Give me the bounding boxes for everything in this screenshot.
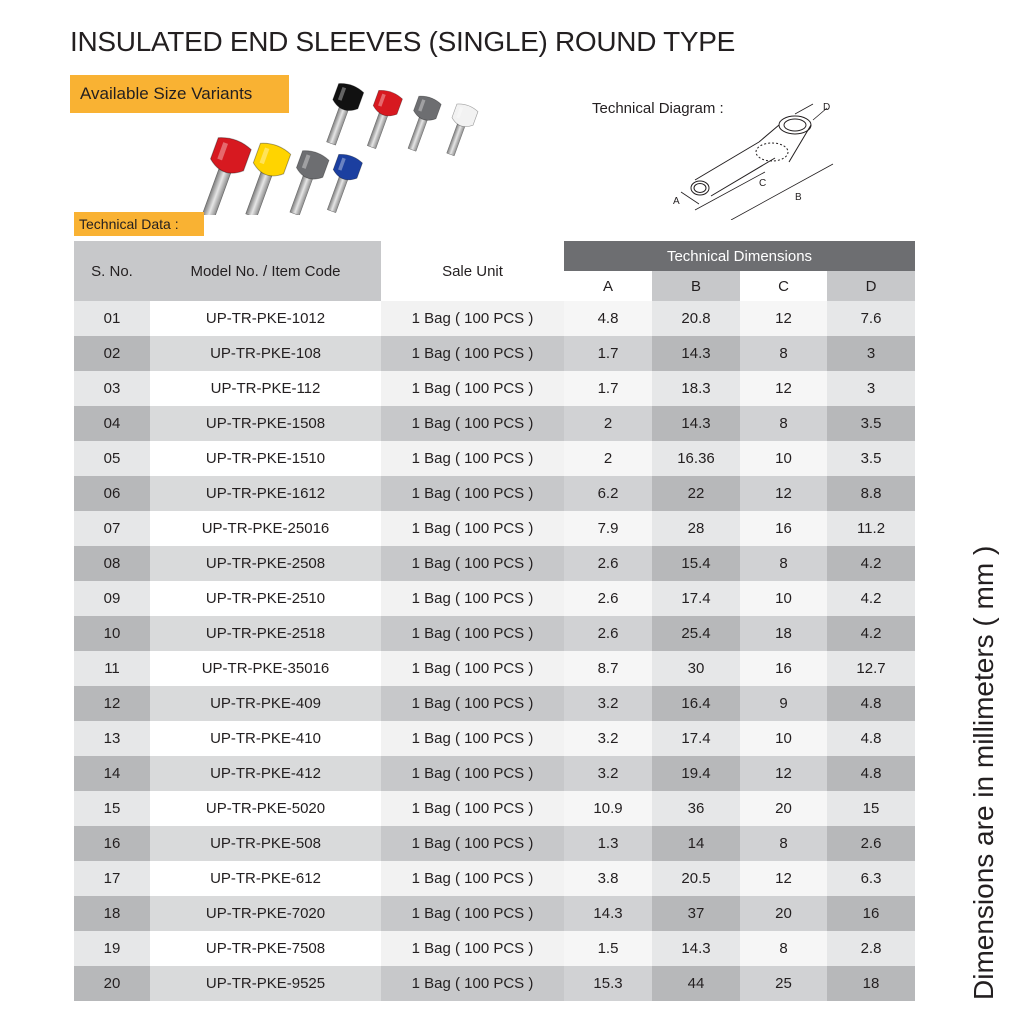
cell-b: 19.4 bbox=[652, 756, 740, 791]
table-row bbox=[74, 511, 915, 546]
cell-sale-unit: 1 Bag ( 100 PCS ) bbox=[381, 476, 564, 511]
cell-sale-unit: 1 Bag ( 100 PCS ) bbox=[381, 581, 564, 616]
cell-sale-unit: 1 Bag ( 100 PCS ) bbox=[381, 931, 564, 966]
cell-sno: 06 bbox=[74, 476, 150, 511]
cell-sno: 02 bbox=[74, 336, 150, 371]
cell-d: 3.5 bbox=[827, 406, 915, 441]
col-header-technical-dimensions: Technical Dimensions bbox=[564, 241, 915, 271]
cell-d: 3 bbox=[827, 371, 915, 406]
product-photo-sleeves bbox=[200, 75, 500, 215]
sleeve-image bbox=[401, 94, 442, 154]
cell-b: 22 bbox=[652, 476, 740, 511]
cell-model: UP-TR-PKE-108 bbox=[150, 336, 381, 371]
cell-b: 20.5 bbox=[652, 861, 740, 896]
cell-b: 16.4 bbox=[652, 686, 740, 721]
cell-b: 14 bbox=[652, 826, 740, 861]
cell-c: 10 bbox=[740, 441, 827, 476]
cell-model: UP-TR-PKE-1012 bbox=[150, 301, 381, 336]
cell-model: UP-TR-PKE-25016 bbox=[150, 511, 381, 546]
cell-sale-unit: 1 Bag ( 100 PCS ) bbox=[381, 546, 564, 581]
cell-model: UP-TR-PKE-612 bbox=[150, 861, 381, 896]
cell-d: 2.8 bbox=[827, 931, 915, 966]
cell-model: UP-TR-PKE-2508 bbox=[150, 546, 381, 581]
cell-c: 18 bbox=[740, 616, 827, 651]
cell-c: 16 bbox=[740, 651, 827, 686]
cell-sno: 09 bbox=[74, 581, 150, 616]
cell-sale-unit: 1 Bag ( 100 PCS ) bbox=[381, 511, 564, 546]
cell-model: UP-TR-PKE-1612 bbox=[150, 476, 381, 511]
cell-c: 20 bbox=[740, 896, 827, 931]
table-row bbox=[74, 861, 915, 896]
cell-sno: 20 bbox=[74, 966, 150, 1001]
technical-data-table bbox=[74, 241, 915, 1001]
cell-model: UP-TR-PKE-7508 bbox=[150, 931, 381, 966]
cell-a: 10.9 bbox=[564, 791, 652, 826]
table-row bbox=[74, 406, 915, 441]
technical-diagram bbox=[655, 100, 885, 220]
cell-model: UP-TR-PKE-1508 bbox=[150, 406, 381, 441]
cell-a: 15.3 bbox=[564, 966, 652, 1001]
table-row bbox=[74, 476, 915, 511]
cell-model: UP-TR-PKE-112 bbox=[150, 371, 381, 406]
table-row bbox=[74, 301, 915, 336]
table-row bbox=[74, 826, 915, 861]
table-row bbox=[74, 721, 915, 756]
cell-d: 7.6 bbox=[827, 301, 915, 336]
table-row bbox=[74, 336, 915, 371]
cell-b: 44 bbox=[652, 966, 740, 1001]
cell-model: UP-TR-PKE-7020 bbox=[150, 896, 381, 931]
cell-a: 2 bbox=[564, 441, 652, 476]
cell-sno: 14 bbox=[74, 756, 150, 791]
cell-d: 4.2 bbox=[827, 616, 915, 651]
cell-model: UP-TR-PKE-35016 bbox=[150, 651, 381, 686]
table-row bbox=[74, 546, 915, 581]
cell-sale-unit: 1 Bag ( 100 PCS ) bbox=[381, 406, 564, 441]
cell-model: UP-TR-PKE-410 bbox=[150, 721, 381, 756]
technical-diagram-label: Technical Diagram : bbox=[592, 100, 724, 117]
cell-d: 4.8 bbox=[827, 721, 915, 756]
cell-a: 3.2 bbox=[564, 686, 652, 721]
cell-b: 18.3 bbox=[652, 371, 740, 406]
cell-a: 2 bbox=[564, 406, 652, 441]
cell-c: 16 bbox=[740, 511, 827, 546]
cell-d: 4.2 bbox=[827, 581, 915, 616]
cell-sno: 11 bbox=[74, 651, 150, 686]
cell-sno: 05 bbox=[74, 441, 150, 476]
cell-c: 12 bbox=[740, 301, 827, 336]
cell-a: 1.7 bbox=[564, 336, 652, 371]
cell-sno: 04 bbox=[74, 406, 150, 441]
cell-sale-unit: 1 Bag ( 100 PCS ) bbox=[381, 651, 564, 686]
cell-b: 25.4 bbox=[652, 616, 740, 651]
col-header-c: C bbox=[740, 271, 827, 301]
cell-a: 3.2 bbox=[564, 721, 652, 756]
cell-a: 2.6 bbox=[564, 546, 652, 581]
table-row bbox=[74, 896, 915, 931]
sleeve-image bbox=[200, 134, 252, 215]
cell-sale-unit: 1 Bag ( 100 PCS ) bbox=[381, 826, 564, 861]
col-header-d: D bbox=[827, 271, 915, 301]
cell-model: UP-TR-PKE-508 bbox=[150, 826, 381, 861]
cell-sale-unit: 1 Bag ( 100 PCS ) bbox=[381, 686, 564, 721]
cell-a: 14.3 bbox=[564, 896, 652, 931]
cell-sale-unit: 1 Bag ( 100 PCS ) bbox=[381, 721, 564, 756]
table-row bbox=[74, 931, 915, 966]
cell-model: UP-TR-PKE-2518 bbox=[150, 616, 381, 651]
cell-d: 4.2 bbox=[827, 546, 915, 581]
sleeve-image bbox=[360, 88, 404, 152]
table-row bbox=[74, 581, 915, 616]
cell-sno: 16 bbox=[74, 826, 150, 861]
cell-d: 3.5 bbox=[827, 441, 915, 476]
cell-model: UP-TR-PKE-412 bbox=[150, 756, 381, 791]
dimensions-unit-note: Dimensions are in millimeters ( mm ) bbox=[968, 545, 999, 1000]
cell-sale-unit: 1 Bag ( 100 PCS ) bbox=[381, 441, 564, 476]
cell-d: 18 bbox=[827, 966, 915, 1001]
cell-d: 16 bbox=[827, 896, 915, 931]
dim-label-c: C bbox=[759, 178, 767, 189]
page-title: INSULATED END SLEEVES (SINGLE) ROUND TYPE bbox=[70, 26, 736, 57]
cell-b: 17.4 bbox=[652, 721, 740, 756]
cell-d: 12.7 bbox=[827, 651, 915, 686]
table-row bbox=[74, 616, 915, 651]
cell-c: 8 bbox=[740, 826, 827, 861]
cell-sale-unit: 1 Bag ( 100 PCS ) bbox=[381, 966, 564, 1001]
available-size-variants-badge: Available Size Variants bbox=[70, 75, 289, 113]
cell-model: UP-TR-PKE-409 bbox=[150, 686, 381, 721]
table-row bbox=[74, 686, 915, 721]
cell-c: 8 bbox=[740, 336, 827, 371]
cell-a: 3.2 bbox=[564, 756, 652, 791]
dim-label-d: D bbox=[823, 102, 831, 113]
cell-c: 10 bbox=[740, 721, 827, 756]
technical-data-badge: Technical Data : bbox=[74, 212, 204, 236]
cell-sale-unit: 1 Bag ( 100 PCS ) bbox=[381, 791, 564, 826]
sleeve-image bbox=[440, 102, 479, 159]
table-row bbox=[74, 791, 915, 826]
cell-a: 1.7 bbox=[564, 371, 652, 406]
cell-sno: 15 bbox=[74, 791, 150, 826]
cell-model: UP-TR-PKE-2510 bbox=[150, 581, 381, 616]
col-header-sno: S. No. bbox=[74, 241, 150, 301]
cell-b: 16.36 bbox=[652, 441, 740, 476]
cell-c: 8 bbox=[740, 546, 827, 581]
cell-a: 8.7 bbox=[564, 651, 652, 686]
cell-sno: 08 bbox=[74, 546, 150, 581]
col-header-a: A bbox=[564, 271, 652, 301]
cell-sno: 07 bbox=[74, 511, 150, 546]
cell-d: 8.8 bbox=[827, 476, 915, 511]
cell-c: 12 bbox=[740, 861, 827, 896]
table-row bbox=[74, 441, 915, 476]
cell-b: 30 bbox=[652, 651, 740, 686]
cell-d: 15 bbox=[827, 791, 915, 826]
cell-a: 2.6 bbox=[564, 616, 652, 651]
sleeve-image bbox=[319, 81, 365, 148]
dim-label-b: B bbox=[795, 192, 802, 203]
cell-a: 1.3 bbox=[564, 826, 652, 861]
cell-sno: 03 bbox=[74, 371, 150, 406]
cell-b: 17.4 bbox=[652, 581, 740, 616]
cell-b: 37 bbox=[652, 896, 740, 931]
cell-a: 3.8 bbox=[564, 861, 652, 896]
cell-d: 3 bbox=[827, 336, 915, 371]
cell-c: 25 bbox=[740, 966, 827, 1001]
cell-sale-unit: 1 Bag ( 100 PCS ) bbox=[381, 861, 564, 896]
cell-a: 1.5 bbox=[564, 931, 652, 966]
cell-sno: 13 bbox=[74, 721, 150, 756]
cell-b: 14.3 bbox=[652, 406, 740, 441]
cell-sno: 19 bbox=[74, 931, 150, 966]
cell-c: 8 bbox=[740, 406, 827, 441]
cell-c: 10 bbox=[740, 581, 827, 616]
cell-sale-unit: 1 Bag ( 100 PCS ) bbox=[381, 896, 564, 931]
cell-d: 11.2 bbox=[827, 511, 915, 546]
cell-sale-unit: 1 Bag ( 100 PCS ) bbox=[381, 301, 564, 336]
cell-d: 4.8 bbox=[827, 686, 915, 721]
cell-b: 15.4 bbox=[652, 546, 740, 581]
cell-a: 7.9 bbox=[564, 511, 652, 546]
dim-label-a: A bbox=[673, 196, 680, 207]
table-row bbox=[74, 651, 915, 686]
col-header-sale-unit: Sale Unit bbox=[381, 241, 564, 301]
cell-c: 20 bbox=[740, 791, 827, 826]
cell-b: 14.3 bbox=[652, 336, 740, 371]
cell-c: 8 bbox=[740, 931, 827, 966]
cell-c: 12 bbox=[740, 476, 827, 511]
cell-d: 4.8 bbox=[827, 756, 915, 791]
cell-c: 9 bbox=[740, 686, 827, 721]
cell-b: 14.3 bbox=[652, 931, 740, 966]
cell-d: 6.3 bbox=[827, 861, 915, 896]
cell-sno: 01 bbox=[74, 301, 150, 336]
cell-sale-unit: 1 Bag ( 100 PCS ) bbox=[381, 371, 564, 406]
cell-d: 2.6 bbox=[827, 826, 915, 861]
cell-b: 28 bbox=[652, 511, 740, 546]
cell-a: 6.2 bbox=[564, 476, 652, 511]
cell-sno: 10 bbox=[74, 616, 150, 651]
table-row bbox=[74, 966, 915, 1001]
table-row bbox=[74, 371, 915, 406]
cell-a: 2.6 bbox=[564, 581, 652, 616]
cell-a: 4.8 bbox=[564, 301, 652, 336]
table-row bbox=[74, 756, 915, 791]
cell-c: 12 bbox=[740, 371, 827, 406]
cell-sno: 17 bbox=[74, 861, 150, 896]
col-header-b: B bbox=[652, 271, 740, 301]
cell-model: UP-TR-PKE-1510 bbox=[150, 441, 381, 476]
cell-sale-unit: 1 Bag ( 100 PCS ) bbox=[381, 336, 564, 371]
cell-sno: 18 bbox=[74, 896, 150, 931]
cell-model: UP-TR-PKE-5020 bbox=[150, 791, 381, 826]
cell-sno: 12 bbox=[74, 686, 150, 721]
cell-model: UP-TR-PKE-9525 bbox=[150, 966, 381, 1001]
cell-sale-unit: 1 Bag ( 100 PCS ) bbox=[381, 616, 564, 651]
cell-b: 20.8 bbox=[652, 301, 740, 336]
cell-b: 36 bbox=[652, 791, 740, 826]
cell-sale-unit: 1 Bag ( 100 PCS ) bbox=[381, 756, 564, 791]
col-header-model: Model No. / Item Code bbox=[150, 241, 381, 301]
cell-c: 12 bbox=[740, 756, 827, 791]
